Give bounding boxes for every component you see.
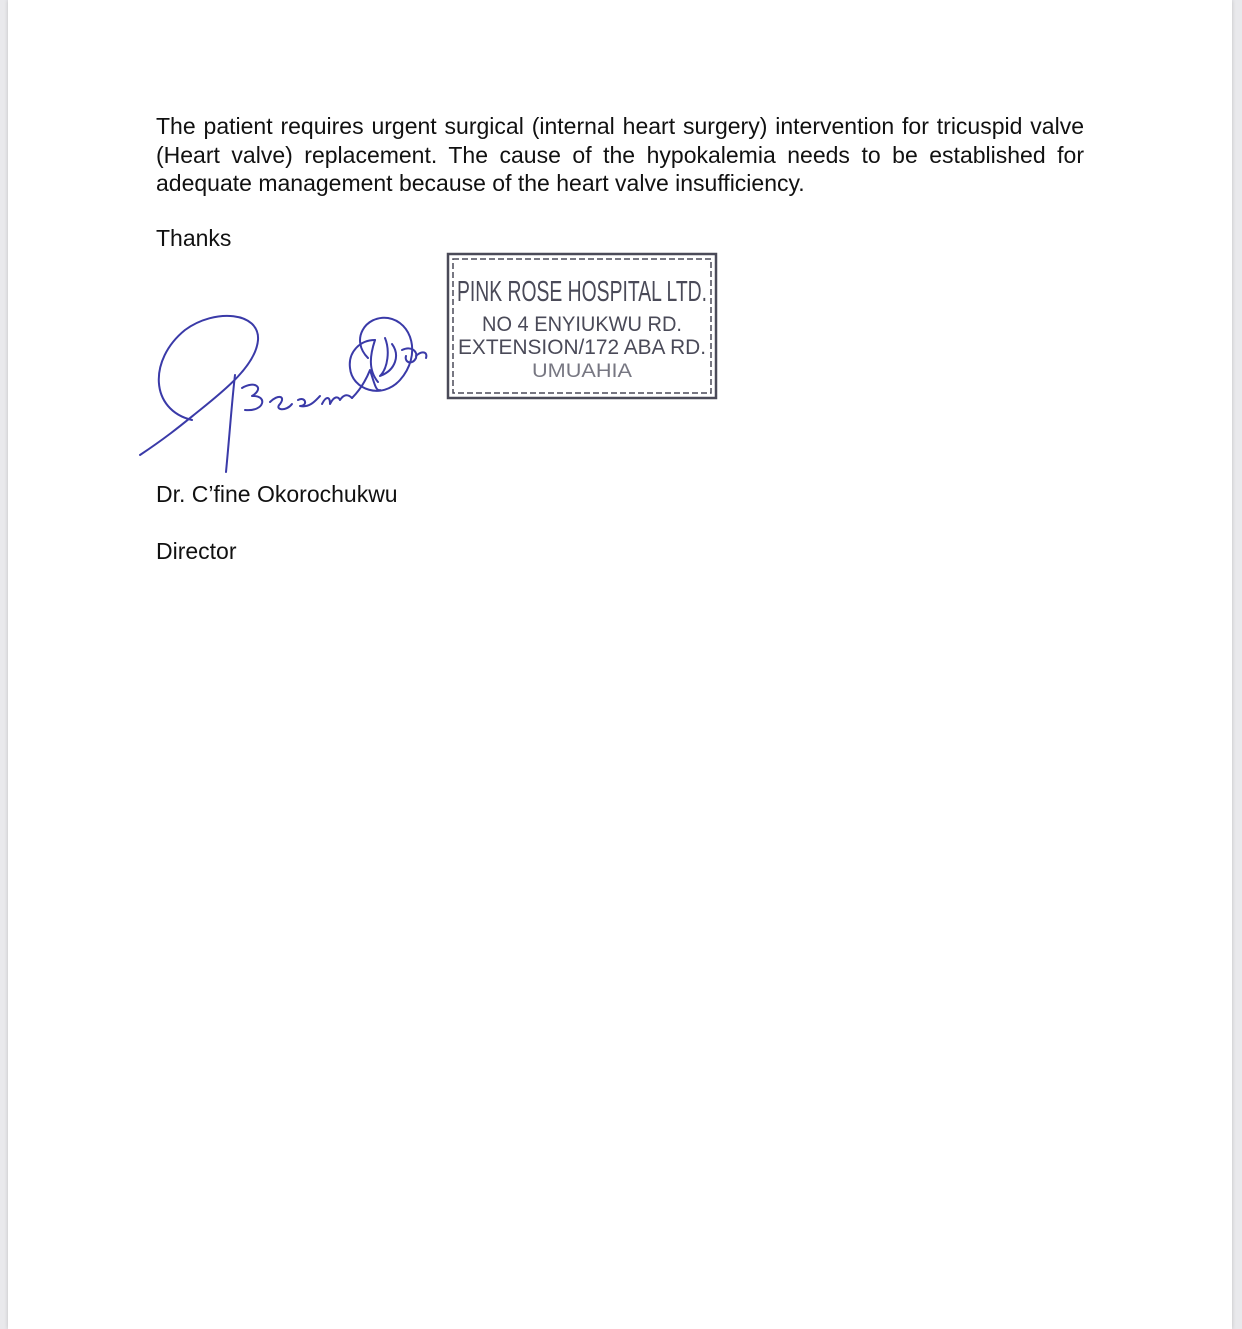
letter-body-paragraph: The patient requires urgent surgical (internal heart surgery) intervention for tricuspid valve (Heart valve) replacement. The cause of the hypokalemia needs to be established for adequate management because of the heart valve insufficiency. — [156, 113, 1084, 196]
stamp-line-4: UMUAHIA — [532, 361, 633, 382]
handwritten-signature — [130, 300, 430, 480]
stamp-line-3: EXTENSION/172 ABA RD. — [458, 336, 706, 359]
document-page — [8, 0, 1232, 1329]
signatory-title: Director — [156, 538, 237, 564]
closing-text: Thanks — [156, 225, 232, 251]
stamp-line-2: NO 4 ENYIUKWU RD. — [482, 313, 682, 336]
hospital-stamp — [442, 246, 724, 404]
signatory-name: Dr. C’fine Okorochukwu — [156, 481, 398, 507]
stamp-line-1: PINK ROSE HOSPITAL LTD. — [457, 276, 707, 308]
